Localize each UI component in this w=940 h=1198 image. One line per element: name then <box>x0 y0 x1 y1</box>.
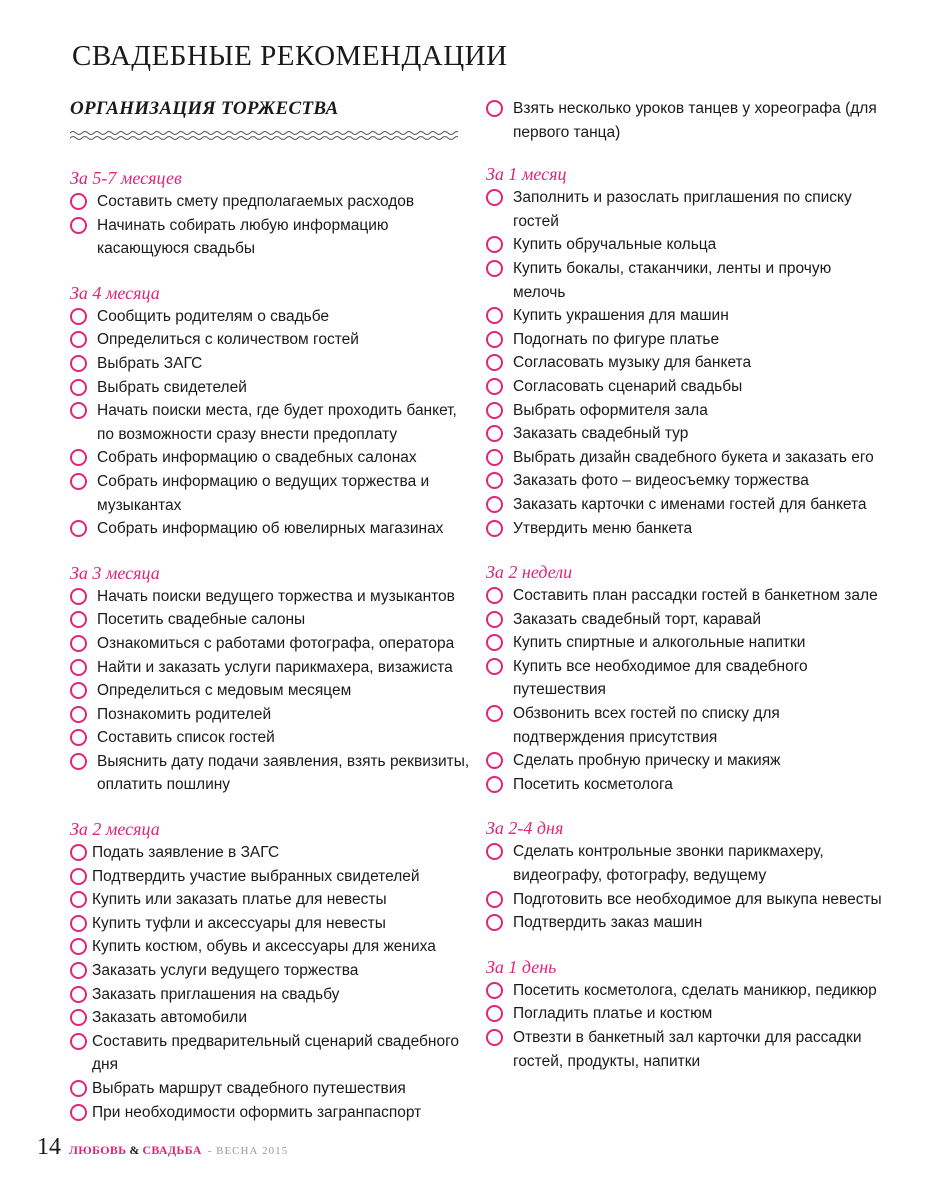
checklist-group <box>486 816 886 934</box>
section-title: ОРГАНИЗАЦИЯ ТОРЖЕСТВА <box>70 98 339 119</box>
checklist-item-text: Выбрать маршрут свадебного путешествия <box>92 1080 406 1097</box>
checkbox-circle-icon[interactable] <box>486 260 503 277</box>
checkbox-circle-icon[interactable] <box>70 217 87 234</box>
checklist-item-text: Сделать контрольные звонки парикмахеру, видеографу, фотографу, ведущему <box>513 843 824 885</box>
checklist-item-text: Сообщить родителям о свадьбе <box>97 307 330 325</box>
right-groups <box>486 162 886 1073</box>
left-column <box>70 98 470 1144</box>
checkbox-circle-icon[interactable] <box>486 752 503 769</box>
group-heading: За 1 месяц <box>486 164 567 185</box>
checkbox-circle-icon[interactable] <box>70 308 87 325</box>
checklist-item[interactable] <box>486 328 886 352</box>
checklist-item[interactable] <box>486 631 886 655</box>
checkbox-circle-icon[interactable] <box>70 844 87 861</box>
checklist-item-text: Погладить платье и костюм <box>513 1005 713 1023</box>
right-intro-list <box>486 97 886 144</box>
checklist-item[interactable] <box>70 608 470 632</box>
checklist-item[interactable] <box>70 585 470 609</box>
checklist-item-text: Составить список гостей <box>97 729 275 747</box>
checkbox-circle-icon[interactable] <box>70 635 87 652</box>
checklist-item[interactable] <box>70 679 470 703</box>
checklist-item[interactable] <box>70 376 470 400</box>
checklist-item-text: Выяснить дату подачи заявления, взять реквизиты, оплатить пошлину <box>97 752 470 794</box>
checklist-item[interactable] <box>486 1002 886 1026</box>
checklist-item-text: Ознакомиться с работами фотографа, оператора <box>97 634 455 652</box>
checklist-item-text: Согласовать музыку для банкета <box>513 354 752 372</box>
checkbox-circle-icon[interactable] <box>486 354 503 371</box>
page-footer <box>37 1134 288 1161</box>
checklist-item-text: Купить или заказать платье для невесты <box>92 891 387 909</box>
checklist-item-text: Выбрать ЗАГС <box>97 354 203 372</box>
checklist-item-text: Заполнить и разослать приглашения по списку гостей <box>513 189 852 230</box>
checklist <box>486 584 886 796</box>
checklist-item[interactable] <box>70 328 470 352</box>
checklist-item[interactable] <box>70 352 470 376</box>
checklist-item[interactable] <box>70 935 470 959</box>
checklist-item[interactable] <box>70 656 470 680</box>
checkbox-circle-icon[interactable] <box>486 378 503 395</box>
checkbox-circle-icon[interactable] <box>70 938 87 955</box>
page-title: СВАДЕБНЫЕ РЕКОМЕНДАЦИИ <box>72 40 508 72</box>
checkbox-circle-icon[interactable] <box>70 379 87 396</box>
checklist-item[interactable] <box>486 233 886 257</box>
checklist-item-text: Купить туфли и аксессуары для невесты <box>92 914 386 932</box>
checklist-item[interactable] <box>70 1101 470 1125</box>
checkbox-circle-icon[interactable] <box>486 236 503 253</box>
checkbox-circle-icon[interactable] <box>486 658 503 675</box>
checkbox-circle-icon[interactable] <box>486 587 503 604</box>
checklist-item-text: Заказать свадебный тур <box>513 425 689 443</box>
checkbox-circle-icon[interactable] <box>486 449 503 466</box>
checklist-item-text: Утвердить меню банкета <box>513 519 693 537</box>
group-heading: За 2-4 дня <box>486 818 564 839</box>
checklist-item[interactable] <box>70 1077 470 1101</box>
group-heading: За 5-7 месяцев <box>70 168 182 188</box>
checklist-item[interactable] <box>486 493 886 517</box>
checkbox-circle-icon[interactable] <box>70 729 87 746</box>
checklist-item-text: Взять несколько уроков танцев у хореографа (для первого танца) <box>513 100 877 141</box>
checklist-item-text: Составить предварительный сценарий свадебного дня <box>92 1032 460 1074</box>
checklist-item[interactable] <box>70 305 470 329</box>
checkbox-circle-icon[interactable] <box>70 193 87 210</box>
checkbox-circle-icon[interactable] <box>70 868 87 885</box>
checklist-item-text: Купить обручальные кольца <box>513 236 717 254</box>
checklist-item-text: Заказать свадебный торт, каравай <box>513 610 762 628</box>
checkbox-circle-icon[interactable] <box>70 659 87 676</box>
checklist-item[interactable] <box>70 214 470 261</box>
checkbox-circle-icon[interactable] <box>70 1033 87 1050</box>
checkbox-circle-icon[interactable] <box>486 1005 503 1022</box>
checklist-item-text: Купить костюм, обувь и аксессуары для жениха <box>92 938 436 956</box>
checklist-item[interactable] <box>70 190 470 214</box>
checklist-item[interactable] <box>486 517 886 541</box>
checklist-item[interactable] <box>70 726 470 750</box>
checklist-item[interactable] <box>486 608 886 632</box>
checklist-item-text: Выбрать свидетелей <box>97 378 247 396</box>
checklist-item-text: Заказать автомобили <box>92 1009 247 1027</box>
checkbox-circle-icon[interactable] <box>70 1104 87 1121</box>
checkbox-circle-icon[interactable] <box>70 986 87 1003</box>
checklist-item[interactable] <box>486 375 886 399</box>
checklist-item-text: Согласовать сценарий свадьбы <box>513 377 743 395</box>
checklist-item[interactable] <box>70 983 470 1007</box>
checklist-item[interactable] <box>486 888 886 912</box>
issue-season: - ВЕСНА 2015 <box>207 1145 289 1157</box>
checklist-item-text: Купить украшения для машин <box>513 307 729 325</box>
checklist-item-text: При необходимости оформить загранпаспорт <box>92 1103 422 1121</box>
checklist-item[interactable] <box>486 584 886 608</box>
checkbox-circle-icon[interactable] <box>70 355 87 372</box>
checkbox-circle-icon[interactable] <box>70 331 87 348</box>
checkbox-circle-icon[interactable] <box>486 307 503 324</box>
checklist-item[interactable] <box>70 399 470 446</box>
checkbox-circle-icon[interactable] <box>486 496 503 513</box>
checklist <box>70 841 470 1124</box>
checklist-item-text: Сделать пробную прическу и макияж <box>513 752 781 770</box>
checklist <box>70 305 470 541</box>
checkbox-circle-icon[interactable] <box>486 1029 503 1046</box>
checklist-item-text: Составить план рассадки гостей в банкетном зале <box>513 587 878 605</box>
checklist-item[interactable] <box>486 702 886 749</box>
checkbox-circle-icon[interactable] <box>70 588 87 605</box>
checkbox-circle-icon[interactable] <box>486 776 503 793</box>
checklist-item-text: Собрать информацию о ведущих торжества и музыкантах <box>97 472 430 514</box>
checklist-item[interactable] <box>70 703 470 727</box>
checklist-item[interactable] <box>486 773 886 797</box>
group-heading: За 1 день <box>486 956 557 977</box>
checklist-item[interactable] <box>486 446 886 470</box>
checklist <box>70 585 470 797</box>
checkbox-circle-icon[interactable] <box>486 891 503 908</box>
checklist-item[interactable] <box>486 186 886 233</box>
checkbox-circle-icon[interactable] <box>486 189 503 206</box>
group-heading: За 2 месяца <box>70 819 160 840</box>
checklist-item[interactable] <box>486 1026 886 1073</box>
checkbox-circle-icon[interactable] <box>70 753 87 770</box>
checkbox-circle-icon[interactable] <box>70 1080 87 1097</box>
left-groups <box>70 166 470 1124</box>
checkbox-circle-icon[interactable] <box>486 914 503 931</box>
magazine-name-part2: СВАДЬБА <box>142 1143 202 1157</box>
checkbox-circle-icon[interactable] <box>70 682 87 699</box>
checkbox-circle-icon[interactable] <box>70 611 87 628</box>
group-heading: За 3 месяца <box>70 562 160 583</box>
checklist-item[interactable] <box>486 97 886 144</box>
checklist-item-text: Купить спиртные и алкогольные напитки <box>513 634 806 652</box>
right-column <box>486 97 886 1093</box>
page-number: 14 <box>37 1134 61 1160</box>
checklist-item-text: Собрать информацию об ювелирных магазинах <box>97 520 444 538</box>
checklist-group <box>486 162 886 540</box>
checklist-item-text: Выбрать оформителя зала <box>513 401 708 419</box>
checklist-item-text: Заказать фото – видеосъемку торжества <box>513 472 809 490</box>
checkbox-circle-icon[interactable] <box>70 402 87 419</box>
checklist-item-text: Подогнать по фигуре платье <box>513 330 720 348</box>
checkbox-circle-icon[interactable] <box>70 1009 87 1026</box>
checkbox-circle-icon[interactable] <box>70 706 87 723</box>
checklist-item[interactable] <box>70 470 470 517</box>
checklist-item-text: Купить все необходимое для свадебного путешествия <box>513 657 808 699</box>
checklist-group <box>70 817 470 1124</box>
checklist-group <box>70 166 470 261</box>
checkbox-circle-icon[interactable] <box>486 402 503 419</box>
checklist <box>486 840 886 934</box>
magazine-ampersand: & <box>129 1143 140 1157</box>
checklist-group <box>486 955 886 1073</box>
checkbox-circle-icon[interactable] <box>486 982 503 999</box>
checklist <box>70 190 470 261</box>
checklist-item-text: Обзвонить всех гостей по списку для подтверждения присутствия <box>513 705 780 746</box>
wavy-divider-icon <box>70 130 458 142</box>
magazine-name-part1: ЛЮБОВЬ <box>69 1143 127 1157</box>
checkbox-circle-icon[interactable] <box>486 843 503 860</box>
checkbox-circle-icon[interactable] <box>70 473 87 490</box>
checklist-item-text: Найти и заказать услуги парикмахера, визажиста <box>97 658 453 676</box>
checklist-item[interactable] <box>70 750 470 797</box>
checkbox-circle-icon[interactable] <box>70 915 87 932</box>
checkbox-circle-icon[interactable] <box>486 472 503 489</box>
checklist <box>486 979 886 1073</box>
checklist-item-text: Начать поиски ведущего торжества и музыкантов <box>97 587 455 605</box>
checkbox-circle-icon[interactable] <box>486 705 503 722</box>
checkbox-circle-icon[interactable] <box>70 891 87 908</box>
checklist-item-text: Определиться с количеством гостей <box>97 331 359 349</box>
checklist-item[interactable] <box>70 1006 470 1030</box>
checklist-item-text: Подготовить все необходимое для выкупа невесты <box>513 890 882 908</box>
checklist-item-text: Подать заявление в ЗАГС <box>92 844 280 862</box>
checklist-item[interactable] <box>70 446 470 470</box>
checklist-item-text: Подтвердить участие выбранных свидетелей <box>92 867 420 885</box>
checklist-item[interactable] <box>70 865 470 889</box>
checkbox-circle-icon[interactable] <box>486 331 503 348</box>
checklist-item-text: Заказать услуги ведущего торжества <box>92 962 359 980</box>
checklist-item[interactable] <box>486 399 886 423</box>
checklist-item[interactable] <box>486 749 886 773</box>
checklist-item[interactable] <box>70 912 470 936</box>
checkbox-circle-icon[interactable] <box>70 520 87 537</box>
checklist-item-text: Купить бокалы, стаканчики, ленты и прочую мелочь <box>513 259 832 301</box>
checklist-item[interactable] <box>70 1030 470 1077</box>
checklist-item-text: Заказать карточки с именами гостей для банкета <box>513 495 867 513</box>
checklist-item[interactable] <box>486 304 886 328</box>
checklist-item-text: Отвезти в банкетный зал карточки для рассадки гостей, продукты, напитки <box>513 1029 862 1070</box>
checklist-item[interactable] <box>486 655 886 702</box>
checklist-item-text: Выбрать дизайн свадебного букета и заказать его <box>513 448 874 466</box>
checklist-item-text: Составить смету предполагаемых расходов <box>97 193 415 210</box>
checklist-item[interactable] <box>486 257 886 304</box>
checkbox-circle-icon[interactable] <box>486 100 503 117</box>
checklist-item-text: Собрать информацию о свадебных салонах <box>97 449 417 467</box>
checkbox-circle-icon[interactable] <box>486 611 503 628</box>
checklist-item[interactable] <box>70 959 470 983</box>
checkbox-circle-icon[interactable] <box>486 425 503 442</box>
checkbox-circle-icon[interactable] <box>70 449 87 466</box>
checklist-item[interactable] <box>70 632 470 656</box>
checkbox-circle-icon[interactable] <box>486 520 503 537</box>
checklist-item-text: Посетить косметолога, сделать маникюр, педикюр <box>513 981 877 999</box>
checklist-item[interactable] <box>486 840 886 887</box>
checklist-group <box>70 281 470 541</box>
checkbox-circle-icon[interactable] <box>70 962 87 979</box>
checklist-item[interactable] <box>70 888 470 912</box>
checklist-item-text: Посетить косметолога <box>513 775 673 793</box>
checklist-item[interactable] <box>70 841 470 865</box>
checklist-group <box>70 561 470 797</box>
group-heading: За 2 недели <box>486 562 573 583</box>
checklist-item-text: Познакомить родителей <box>97 705 272 723</box>
checklist-item-text: Начать поиски места, где будет проходить банкет, по возможности сразу внести предоплату <box>97 402 457 443</box>
checklist-item[interactable] <box>70 517 470 541</box>
checklist-item-text: Начинать собирать любую информацию касающуюся свадьбы <box>97 216 389 258</box>
checklist-item[interactable] <box>486 469 886 493</box>
checklist-item-text: Посетить свадебные салоны <box>97 611 306 629</box>
checklist-item-text: Заказать приглашения на свадьбу <box>92 985 340 1003</box>
checklist <box>486 186 886 540</box>
checklist-item-text: Определиться с медовым месяцем <box>97 682 352 700</box>
checkbox-circle-icon[interactable] <box>486 634 503 651</box>
group-heading: За 4 месяца <box>70 282 160 303</box>
checklist-item-text: Подтвердить заказ машин <box>513 914 703 932</box>
checklist-item[interactable] <box>486 979 886 1003</box>
checklist-group <box>486 560 886 796</box>
checklist-item[interactable] <box>486 422 886 446</box>
checklist-item[interactable] <box>486 911 886 935</box>
checklist-item[interactable] <box>486 351 886 375</box>
